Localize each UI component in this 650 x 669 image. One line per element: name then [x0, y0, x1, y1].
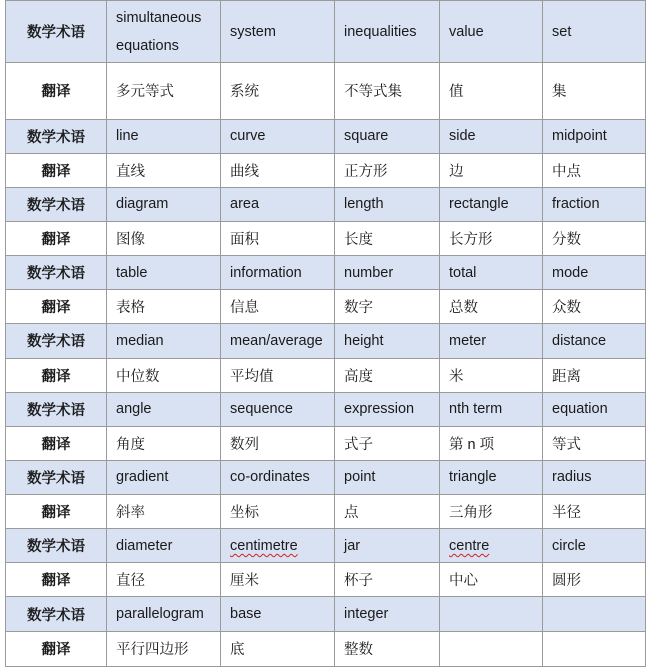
translation-cell: 式子: [335, 426, 440, 460]
spellcheck-underlined-text: centre: [449, 537, 490, 554]
translation-cell: 图像: [107, 221, 221, 255]
term-cell: distance: [543, 324, 646, 358]
term-cell: circle: [543, 529, 646, 563]
term-cell: side: [440, 119, 543, 153]
translation-cell: 等式: [543, 426, 646, 460]
translation-cell: 总数: [440, 290, 543, 324]
translation-label-cell: 翻译: [6, 495, 107, 529]
term-cell: diameter: [107, 529, 221, 563]
translation-cell: 三角形: [440, 495, 543, 529]
term-cell: jar: [335, 529, 440, 563]
term-label-cell: 数学术语: [6, 187, 107, 221]
translation-row: [6, 63, 646, 119]
term-row: [6, 597, 646, 631]
translation-cell: 角度: [107, 426, 221, 460]
term-cell: [543, 597, 646, 631]
translation-cell: 长方形: [440, 221, 543, 255]
translation-cell: 杯子: [335, 563, 440, 597]
term-cell: number: [335, 256, 440, 290]
translation-cell: 底: [221, 631, 335, 666]
translation-cell: 面积: [221, 221, 335, 255]
translation-cell: 整数: [335, 631, 440, 666]
term-row: [6, 529, 646, 563]
translation-cell: 曲线: [221, 153, 335, 187]
table-body: [6, 1, 646, 667]
spellcheck-underlined-text: centimetre: [230, 537, 298, 554]
term-cell: height: [335, 324, 440, 358]
translation-cell: 数字: [335, 290, 440, 324]
translation-cell: 多元等式: [107, 63, 221, 119]
translation-cell: 数列: [221, 426, 335, 460]
term-cell: value: [440, 1, 543, 63]
term-row: [6, 460, 646, 494]
translation-row: [6, 495, 646, 529]
translation-cell: 距离: [543, 358, 646, 392]
translation-cell: 正方形: [335, 153, 440, 187]
term-cell: diagram: [107, 187, 221, 221]
translation-cell: [543, 631, 646, 666]
translation-cell: 集: [543, 63, 646, 119]
term-cell: midpoint: [543, 119, 646, 153]
translation-cell: 中点: [543, 153, 646, 187]
term-row: [6, 1, 646, 63]
translation-cell: 众数: [543, 290, 646, 324]
translation-row: [6, 221, 646, 255]
translation-cell: 米: [440, 358, 543, 392]
translation-cell: 值: [440, 63, 543, 119]
term-cell: set: [543, 1, 646, 63]
translation-label-cell: 翻译: [6, 358, 107, 392]
translation-cell: 点: [335, 495, 440, 529]
translation-cell: 圆形: [543, 563, 646, 597]
term-cell: gradient: [107, 460, 221, 494]
term-cell: mean/average: [221, 324, 335, 358]
term-cell: angle: [107, 392, 221, 426]
translation-label-cell: 翻译: [6, 563, 107, 597]
translation-label-cell: 翻译: [6, 153, 107, 187]
term-cell: inequalities: [335, 1, 440, 63]
term-cell: equation: [543, 392, 646, 426]
term-cell: triangle: [440, 460, 543, 494]
term-cell: fraction: [543, 187, 646, 221]
translation-label-cell: 翻译: [6, 631, 107, 666]
translation-label-cell: 翻译: [6, 426, 107, 460]
translation-cell: 半径: [543, 495, 646, 529]
term-cell: nth term: [440, 392, 543, 426]
translation-cell: 边: [440, 153, 543, 187]
term-cell: base: [221, 597, 335, 631]
translation-cell: 中位数: [107, 358, 221, 392]
term-row: [6, 187, 646, 221]
term-cell: [440, 529, 543, 563]
translation-cell: 坐标: [221, 495, 335, 529]
translation-cell: 第 n 项: [440, 426, 543, 460]
term-cell: rectangle: [440, 187, 543, 221]
translation-row: [6, 563, 646, 597]
translation-label-cell: 翻译: [6, 63, 107, 119]
term-cell: curve: [221, 119, 335, 153]
term-cell: point: [335, 460, 440, 494]
translation-cell: 长度: [335, 221, 440, 255]
translation-cell: 高度: [335, 358, 440, 392]
term-label-cell: 数学术语: [6, 460, 107, 494]
term-cell: expression: [335, 392, 440, 426]
translation-cell: 平均值: [221, 358, 335, 392]
term-label-cell: 数学术语: [6, 392, 107, 426]
translation-cell: 厘米: [221, 563, 335, 597]
term-cell: length: [335, 187, 440, 221]
translation-cell: 信息: [221, 290, 335, 324]
term-cell: table: [107, 256, 221, 290]
term-label-cell: 数学术语: [6, 324, 107, 358]
translation-cell: 系统: [221, 63, 335, 119]
term-cell: line: [107, 119, 221, 153]
term-label-cell: 数学术语: [6, 119, 107, 153]
term-cell: radius: [543, 460, 646, 494]
term-row: [6, 392, 646, 426]
math-vocabulary-table: [5, 0, 646, 667]
term-label-cell: 数学术语: [6, 529, 107, 563]
term-cell: mode: [543, 256, 646, 290]
term-cell: parallelogram: [107, 597, 221, 631]
translation-cell: 表格: [107, 290, 221, 324]
term-cell: system: [221, 1, 335, 63]
term-cell: integer: [335, 597, 440, 631]
translation-cell: 中心: [440, 563, 543, 597]
term-cell: total: [440, 256, 543, 290]
term-cell: median: [107, 324, 221, 358]
translation-row: [6, 290, 646, 324]
term-label-cell: 数学术语: [6, 256, 107, 290]
term-cell: information: [221, 256, 335, 290]
term-row: [6, 256, 646, 290]
translation-row: [6, 153, 646, 187]
translation-row: [6, 426, 646, 460]
term-cell: [440, 597, 543, 631]
term-cell: meter: [440, 324, 543, 358]
translation-cell: 不等式集: [335, 63, 440, 119]
term-row: [6, 324, 646, 358]
translation-cell: [440, 631, 543, 666]
translation-cell: 斜率: [107, 495, 221, 529]
translation-cell: 平行四边形: [107, 631, 221, 666]
translation-label-cell: 翻译: [6, 221, 107, 255]
term-cell: co-ordinates: [221, 460, 335, 494]
translation-cell: 分数: [543, 221, 646, 255]
translation-cell: 直线: [107, 153, 221, 187]
term-label-cell: 数学术语: [6, 597, 107, 631]
term-cell: square: [335, 119, 440, 153]
term-cell: [221, 529, 335, 563]
term-cell: area: [221, 187, 335, 221]
translation-cell: 直径: [107, 563, 221, 597]
translation-row: [6, 631, 646, 666]
translation-label-cell: 翻译: [6, 290, 107, 324]
term-label-cell: 数学术语: [6, 1, 107, 63]
term-cell: simultaneous equations: [107, 1, 221, 63]
term-cell: sequence: [221, 392, 335, 426]
translation-row: [6, 358, 646, 392]
term-row: [6, 119, 646, 153]
